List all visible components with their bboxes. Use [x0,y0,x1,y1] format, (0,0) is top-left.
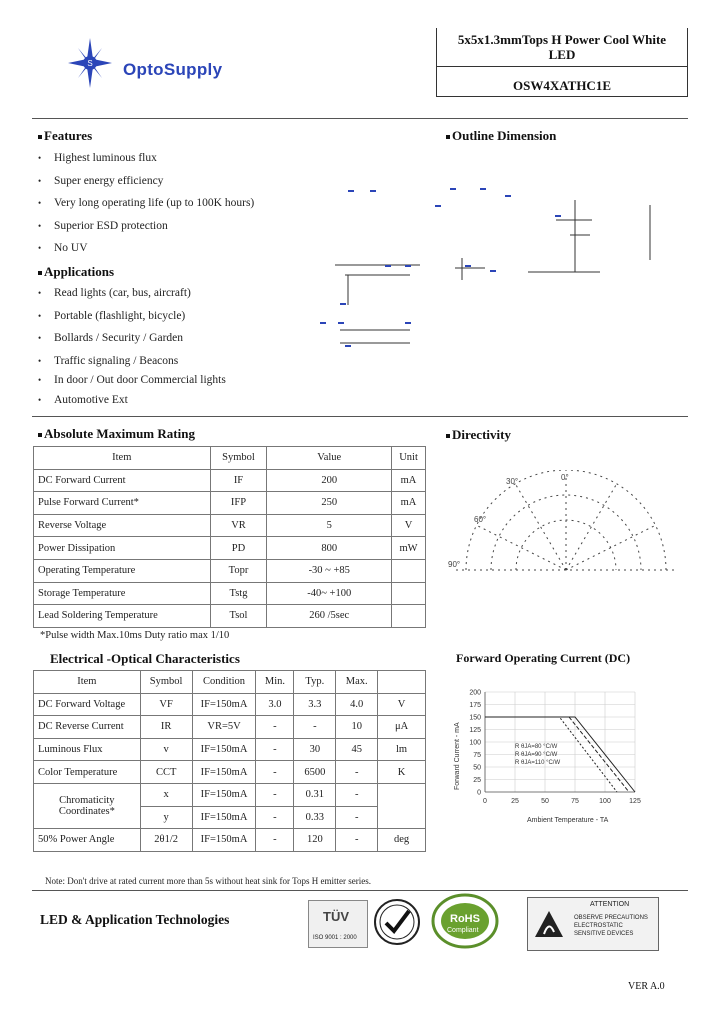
heat-sink-note: Note: Don't drive at rated current more than 5s without heat sink for Tops H emitter series. [45,876,371,886]
application-item: • Read lights (car, bus, aircraft) [38,287,191,299]
abs-max-table [33,446,426,628]
table-row: Reverse Voltage VR 5 V [34,514,426,537]
table-row: 50% Power Angle 2θ1/2 IF=150mA - 120 - deg [34,829,426,852]
chart-xtick-label: 50 [541,798,549,805]
directivity-label-90: 90° [448,560,461,569]
directivity-label-30: 30° [506,477,519,486]
outline-drawing [310,180,670,370]
company-name: LED & Application Technologies [40,912,230,927]
table-row: DC Reverse Current IR VR=5V - - 10 μA [34,716,426,739]
certification-check-icon [372,897,422,947]
pulse-note: *Pulse width Max.10ms Duty ratio max 1/10 [40,630,230,641]
feature-item: • No UV [38,242,88,254]
chart-legend-2: R θJA=90 °C/W [515,752,558,758]
chart-xtick-label: 0 [483,798,487,805]
directivity-label-60: 60° [474,515,487,524]
logo [60,38,280,88]
chart-ylabel: Forward Current - mA [454,722,461,790]
svg-text:S: S [87,59,93,68]
application-item: • In door / Out door Commercial lights [38,374,226,386]
product-title-1: 5x5x1.3mmTops H Power Cool White [457,32,667,47]
application-item: • Traffic signaling / Beacons [38,355,179,367]
table-header-row: Item Symbol Value Unit [34,447,426,470]
table-row: Operating Temperature Topr -30 ~ +85 [34,559,426,582]
application-item: • Automotive Ext [38,394,128,406]
features-heading: Features [38,128,92,144]
esd-attention-box: ATTENTION OBSERVE PRECAUTIONS ELECTROSTATIC SENSITIVE DEVICES [527,897,659,951]
table-row: Lead Soldering Temperature Tsol 260 /5sec [34,605,426,628]
rohs-badge [430,893,500,949]
table-row: Storage Temperature Tstg -40~ +100 [34,582,426,605]
chart-xtick-label: 75 [571,798,579,805]
feature-item: • Very long operating life (up to 100K hours) [38,197,255,209]
esd-warning-icon [534,910,564,938]
table-row: Pulse Forward Current* IFP 250 mA [34,492,426,515]
table-row: Power Dissipation PD 800 mW [34,537,426,560]
chart-ytick-label: 200 [469,689,481,697]
chart-xtick-label: 25 [511,798,519,805]
chart-ytick-label: 0 [477,789,481,797]
feature-item: • Highest luminous flux [38,152,157,164]
directivity-label-0: 0° [561,473,569,482]
applications-heading: Applications [38,264,114,280]
footer-divider [32,890,688,891]
chart-ytick-label: 75 [473,752,481,759]
directivity-chart [446,470,686,580]
title-box [436,28,688,97]
table-header-row: Item Symbol Condition Min. Typ. Max. [34,671,426,694]
chart-ytick-label: 100 [469,739,481,747]
chart-xtick-label: 100 [599,798,611,805]
feature-item: • Superior ESD protection [38,220,168,232]
chart-xlabel: Ambient Temperature - TA [527,817,609,824]
chart-ytick-label: 50 [473,764,481,772]
forward-chart-title: Forward Operating Current (DC) [456,651,631,665]
chart-ytick-label: 175 [469,702,481,709]
svg-text:Compliant: Compliant [447,927,479,934]
brand-name: OptoSupply [123,60,223,79]
table-row: DC Forward Voltage VF IF=150mA 3.0 3.3 4.0 V [34,693,426,716]
directivity-heading: Directivity [446,427,511,443]
table-row: Color Temperature CCT IF=150mA - 6500 - K [34,761,426,784]
abs-max-heading: Absolute Maximum Rating [38,426,195,442]
outline-heading: Outline Dimension [446,128,556,144]
table-row: Chromaticity Coordinates* x IF=150mA - 0.31 - [34,783,426,806]
mid-divider [32,416,688,417]
svg-text:RoHS: RoHS [450,913,480,925]
table-row: y IF=150mA - 0.33 - [34,806,426,829]
chart-ytick-label: 25 [473,777,481,784]
chart-legend-1: R θJA=80 °C/W [515,744,558,750]
product-title-2: LED [548,47,576,62]
feature-item: • Super energy efficiency [38,175,164,187]
version: VER A.0 [628,981,665,992]
part-number: OSW4XATHC1E [513,78,611,93]
table-row: Luminous Flux v IF=150mA - 30 45 lm [34,738,426,761]
application-item: • Bollards / Security / Garden [38,332,184,344]
chart-ytick-label: 125 [469,727,481,734]
tuv-badge: TÜV ISO 9001 : 2000 [308,900,368,948]
table-row: DC Forward Current IF 200 mA [34,469,426,492]
application-item: • Portable (flashlight, bicycle) [38,310,186,322]
electrical-table [33,670,426,852]
electrical-heading: Electrical -Optical Characteristics [50,651,240,666]
header-divider [32,118,688,119]
chart-legend-3: R θJA=110 °C/W [515,760,561,766]
chart-xtick-label: 125 [629,798,641,805]
logo-star-icon [60,38,120,88]
chart-ytick-label: 150 [469,714,481,722]
forward-current-chart [445,680,685,840]
